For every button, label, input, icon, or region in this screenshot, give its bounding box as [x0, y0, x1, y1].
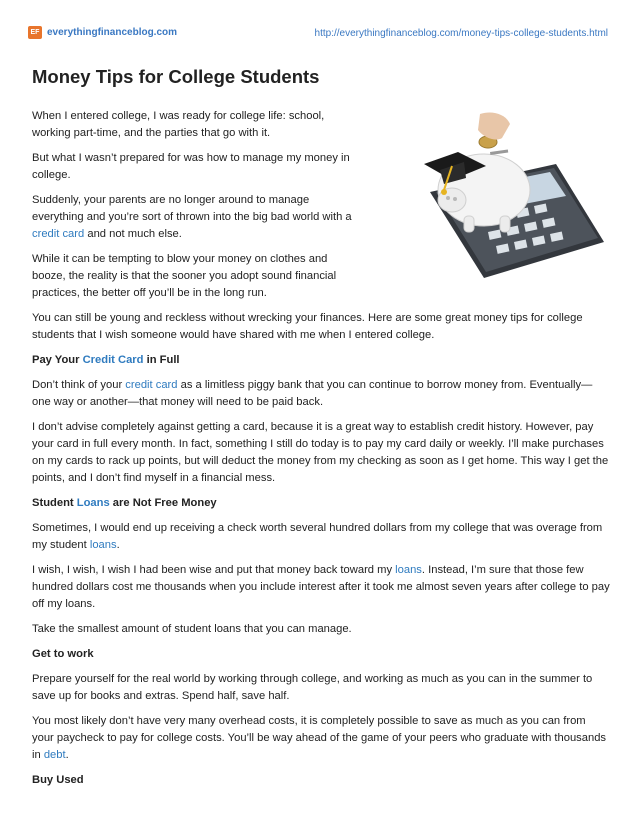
- intro-paragraph: But what I wasn’t prepared for was how to manage my money in college.: [32, 152, 350, 181]
- loans-link[interactable]: loans: [395, 564, 422, 576]
- debt-link[interactable]: debt: [43, 749, 66, 761]
- intro-paragraph: While it can be tempting to blow your money on clothes and booze, the reality is that the sooner you adopt sound financial practices, the better off you’ll be in the long run.: [32, 253, 337, 299]
- body-paragraph: You most likely don’t have very many overhead costs, it is completely possible to save as much as you can from your paycheck to pay for college costs. You’ll be way ahead of the game of your peers who graduate with thousands in debt.: [32, 715, 607, 761]
- subheading-buy-used: Buy Used: [32, 774, 84, 786]
- subheading-get-to-work: Get to work: [32, 648, 94, 660]
- subheading-student-loans: Student Loans are Not Free Money: [32, 497, 217, 509]
- body-paragraph: I don’t advise completely against getting a card, because it is a great way to establish credit history. However, pay your card in full every month. In fact, something I still do today is to pay my card daily or weekly. I’ll make purchases on my cards to rack up points, but will deduct the money from my checking as soon as I get home. This way I get the points, and I don’t find myself in a financial mess.: [32, 421, 609, 484]
- body-paragraph: Take the smallest amount of student loans that you can manage.: [32, 623, 352, 635]
- credit-card-heading-link[interactable]: Credit Card: [82, 354, 144, 366]
- intro-paragraph: When I entered college, I was ready for college life: school, working part-time, and the parties that go with it.: [32, 110, 325, 139]
- site-logo-icon: EF: [28, 26, 42, 39]
- credit-card-link[interactable]: credit card: [32, 228, 85, 240]
- site-brand[interactable]: [28, 26, 177, 39]
- body-paragraph: Prepare yourself for the real world by working through college, and working as much as you can in the summer to save up for books and extras. Spend half, save half.: [32, 673, 593, 702]
- subheading-credit-card: Pay Your Credit Card in Full: [32, 354, 180, 366]
- article-body: [32, 108, 610, 797]
- credit-card-link[interactable]: credit card: [125, 379, 178, 391]
- body-paragraph: I wish, I wish, I wish I had been wise and put that money back toward my loans. Instead, I’m sure that those few hundred dollars cost me thousands when you include interest after it took me almost seven years after college to pay off my loans.: [32, 564, 610, 610]
- body-paragraph: Sometimes, I would end up receiving a check worth several hundred dollars from my college that was overage from my student loans.: [32, 522, 603, 551]
- body-paragraph: You can still be young and reckless without wrecking your finances. Here are some great money tips for college students that I wish someone would have shared with me when I entered college.: [32, 312, 583, 341]
- loans-heading-link[interactable]: Loans: [76, 497, 110, 509]
- intro-paragraph: Suddenly, your parents are no longer around to manage everything and you’re sort of thrown into the big bad world with a credit card and not much else.: [32, 194, 352, 240]
- page-header: [0, 0, 638, 70]
- body-paragraph: Don’t think of your credit card as a limitless piggy bank that you can continue to borrow money from. Eventually—one way or another—that money will need to be paid back.: [32, 379, 593, 408]
- page-url[interactable]: http://everythingfinanceblog.com/money-tips-college-students.html: [314, 28, 608, 39]
- loans-link[interactable]: loans: [89, 539, 117, 551]
- article-title: Money Tips for College Students: [32, 66, 320, 87]
- site-name[interactable]: everythingfinanceblog.com: [47, 27, 178, 38]
